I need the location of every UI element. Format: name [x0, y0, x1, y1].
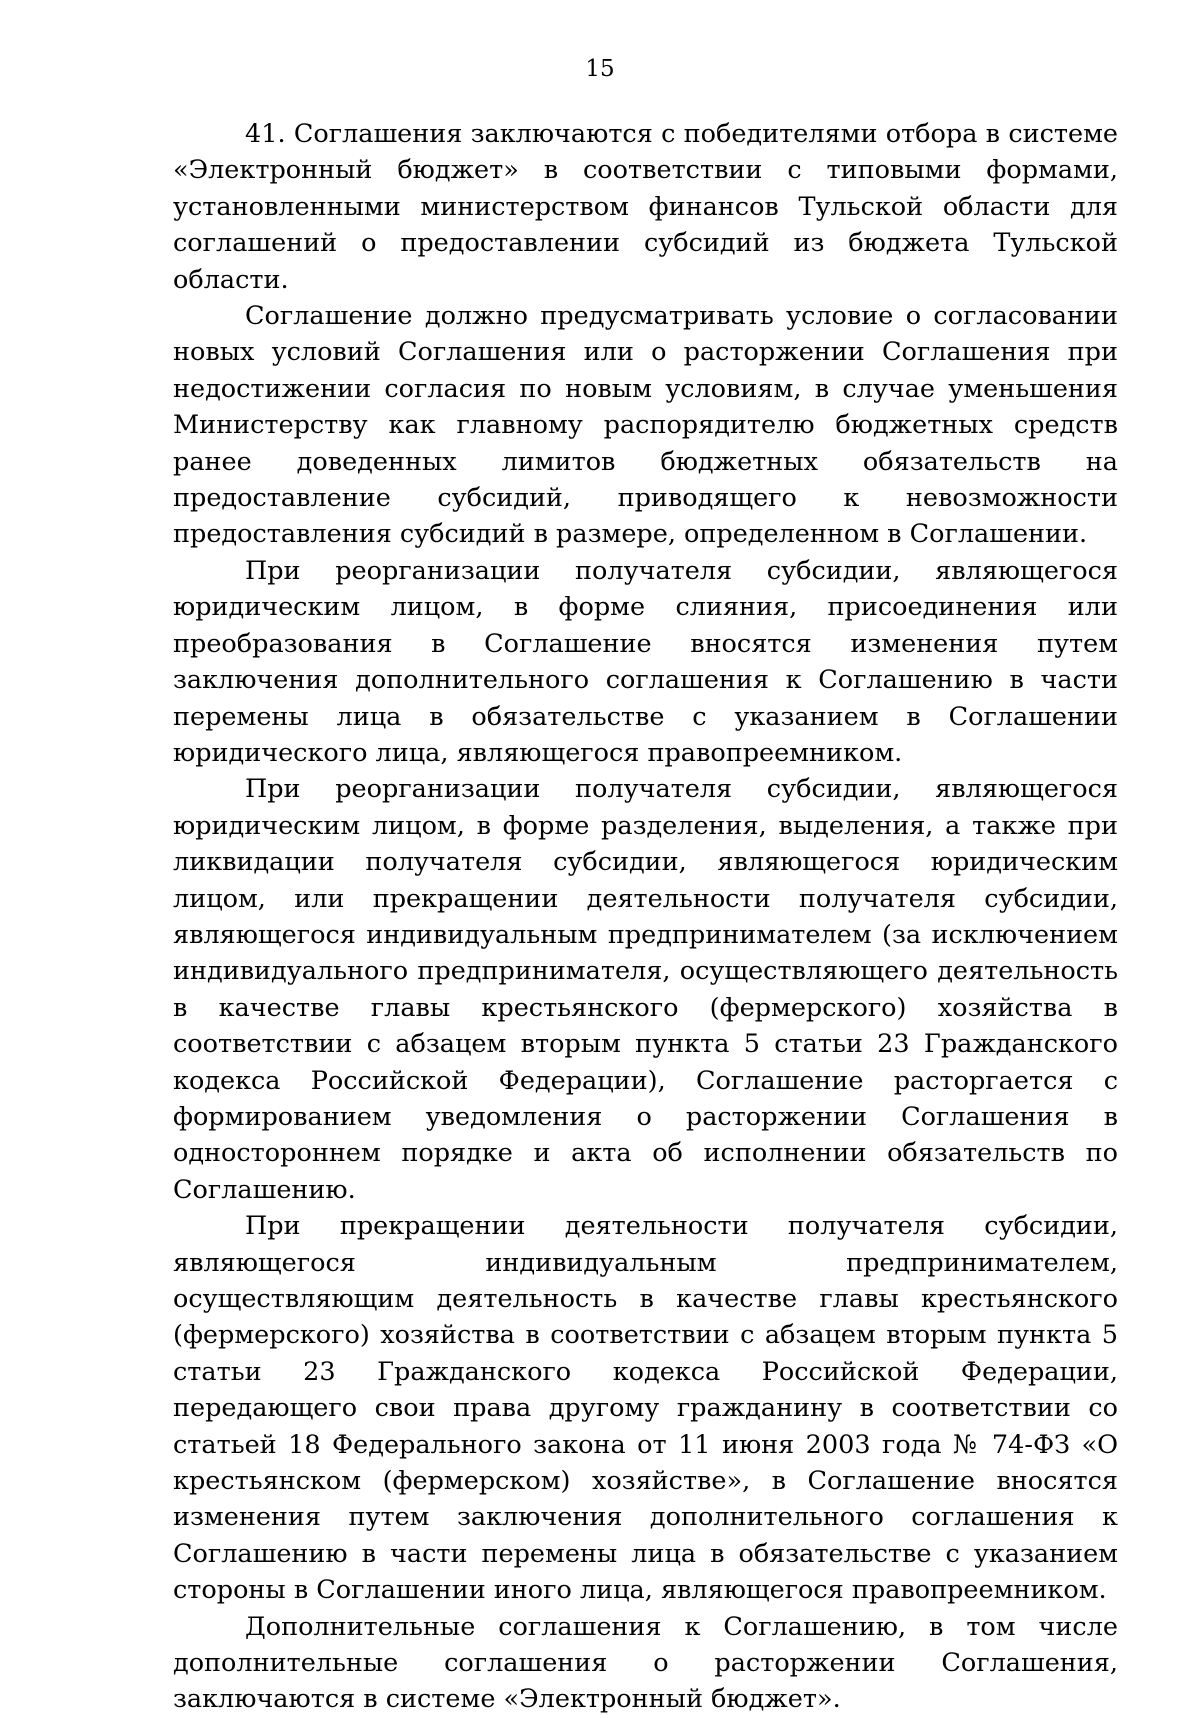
paragraph-41-agreements: 41. Соглашения заключаются с победителями отбора в системе «Электронный бюджет» в соответствии с типовыми формами, установленными министерством финансов Тульской области для соглашений о предоставлении субсидий из бюджета Тульской области.	[173, 119, 1118, 295]
page-number: 15	[585, 56, 615, 82]
document-body	[173, 116, 1118, 1718]
paragraph-additional-agreements: Дополнительные соглашения к Соглашению, в том числе дополнительные соглашения о расторжении Соглашения, заключаются в системе «Электронный бюджет».	[173, 1611, 1118, 1715]
paragraph-agreement-conditions: Соглашение должно предусматривать условие о согласовании новых условий Соглашения или о расторжении Соглашения при недостижении согласия по новым условиям, в случае уменьшения Министерству как главному распорядителю бюджетных средств ранее доведенных лимитов бюджетных обязательств на предоставление субсидий, приводящего к невозможности предоставления субсидий в размере, определенном в Соглашении.	[173, 301, 1118, 550]
paragraph-reorganization-division: При реорганизации получателя субсидии, являющегося юридическим лицом, в форме разделения, выделения, а также при ликвидации получателя субсидии, являющегося юридическим лицом, или прекращении деятельности получателя субсидии, являющегося индивидуальным предпринимателем (за исключением индивидуального предпринимателя, осуществляющего деятельность в качестве главы крестьянского (фермерского) хозяйства в соответствии с абзацем вторым пункта 5 статьи 23 Гражданского кодекса Российской Федерации), Соглашение расторгается с формированием уведомления о расторжении Соглашения в одностороннем порядке и акта об исполнении обязательств по Соглашению.	[173, 774, 1118, 1205]
paragraph-reorganization-merger: При реорганизации получателя субсидии, являющегося юридическим лицом, в форме слияния, присоединения или преобразования в Соглашение вносятся изменения путем заключения дополнительного соглашения к Соглашению в части перемены лица в обязательстве с указанием в Соглашении юридического лица, являющегося правопреемником.	[173, 555, 1118, 768]
paragraph-farm-head-termination: При прекращении деятельности получателя субсидии, являющегося индивидуальным предпринимателем, осуществляющим деятельность в качестве главы крестьянского (фермерского) хозяйства в соответствии с абзацем вторым пункта 5 статьи 23 Гражданского кодекса Российской Федерации, передающего свои права другому гражданину в соответствии со статьей 18 Федерального закона от 11 июня 2003 года № 74-ФЗ «О крестьянском (фермерском) хозяйстве», в Соглашение вносятся изменения путем заключения дополнительного соглашения к Соглашению в части перемены лица в обязательстве с указанием стороны в Соглашении иного лица, являющегося правопреемником.	[173, 1211, 1118, 1606]
